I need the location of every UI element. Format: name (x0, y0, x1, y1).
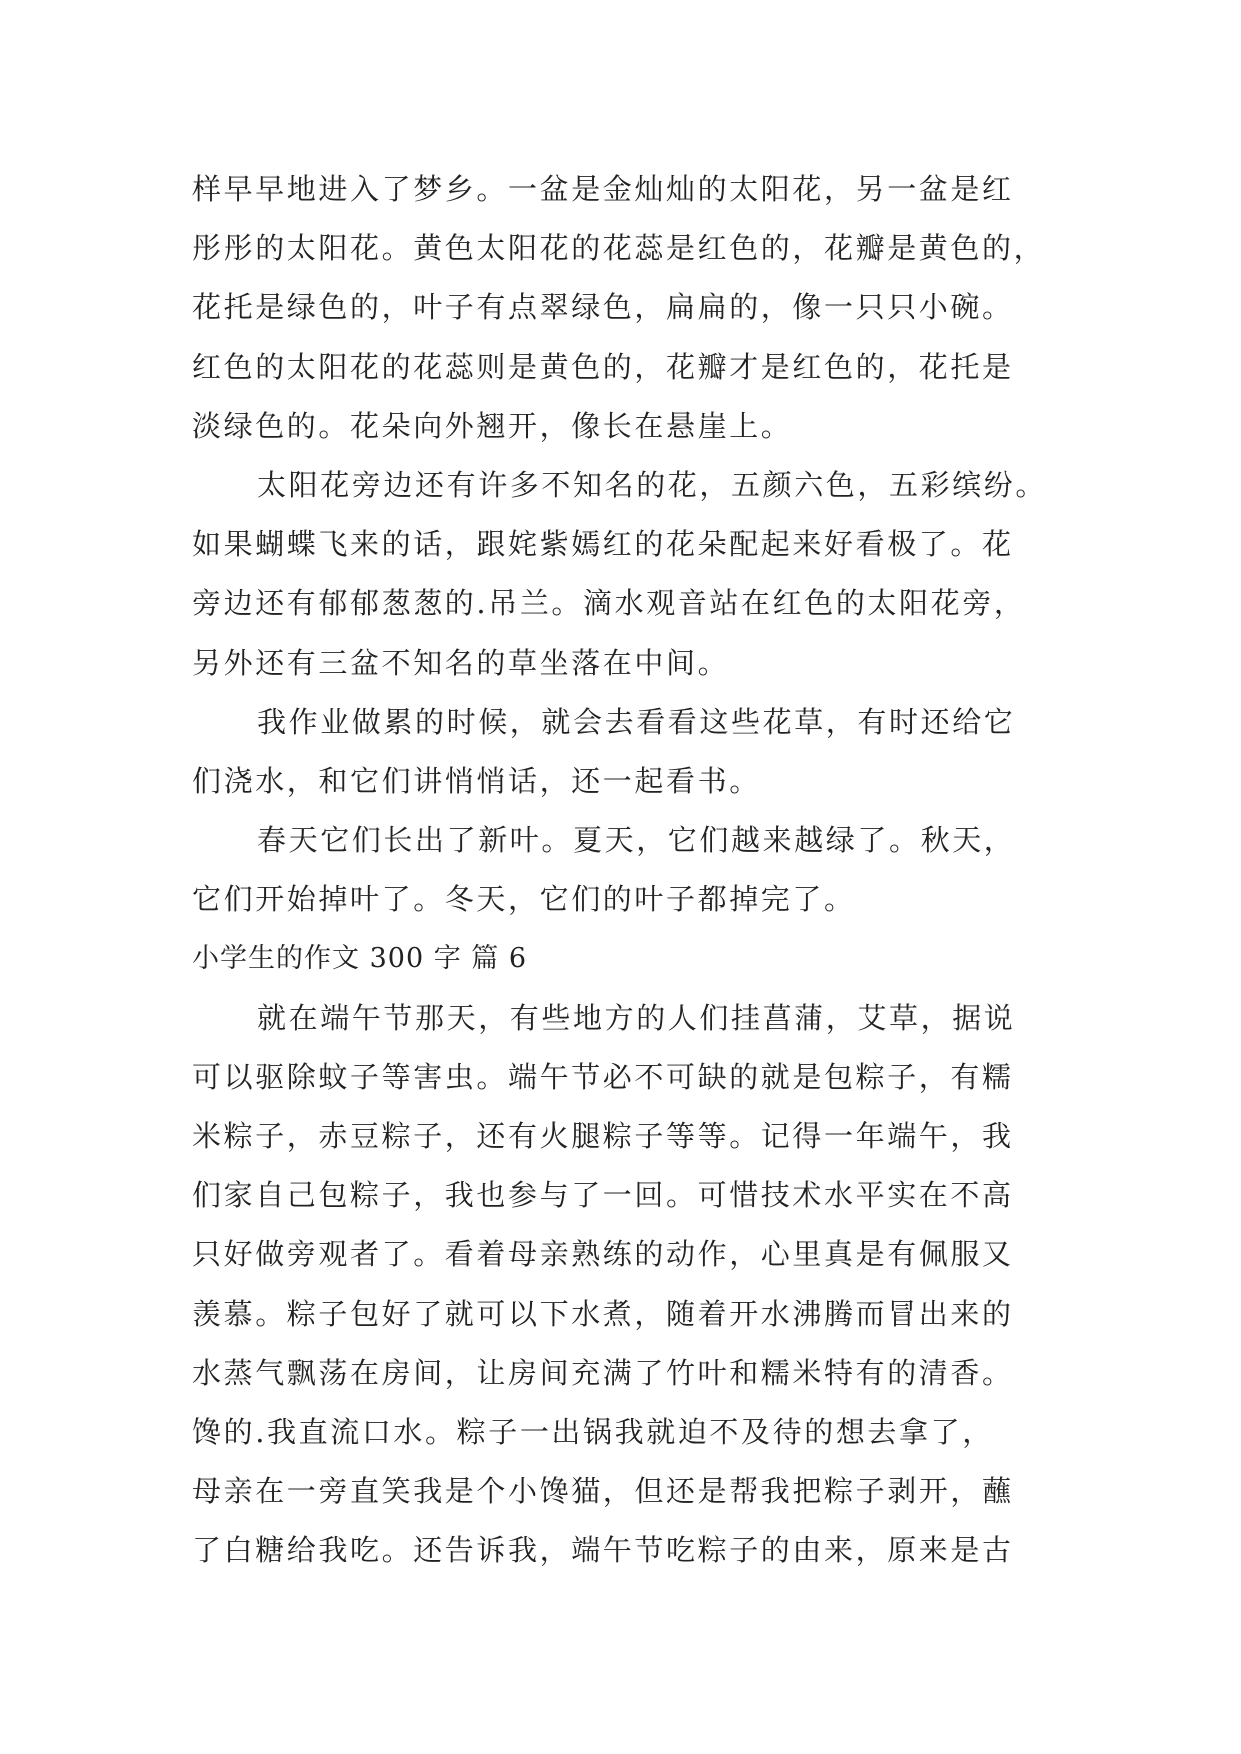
text-line: 另外还有三盆不知名的草坐落在中间。 (192, 645, 730, 680)
text-line: 可以驱除蚊子等害虫。端午节必不可缺的就是包粽子，有糯 (192, 1059, 1014, 1094)
text-line: 如果蝴蝶飞来的话，跟姹紫嫣红的花朵配起来好看极了。花 (192, 527, 1014, 562)
text-line: 就在端午节那天，有些地方的人们挂菖蒲，艾草，据说 (257, 1000, 1016, 1035)
text-line: 水蒸气飘荡在房间，让房间充满了竹叶和糯米特有的清香。 (192, 1355, 1014, 1390)
text-line: 红色的太阳花的花蕊则是黄色的，花瓣才是红色的，花托是 (192, 349, 1014, 384)
text-line: 样早早地进入了梦乡。一盆是金灿灿的太阳花，另一盆是红 (192, 172, 1014, 206)
text-line: 春天它们长出了新叶。夏天，它们越来越绿了。秋天， (257, 823, 1016, 858)
paragraph (192, 989, 1072, 1581)
text-line: 馋的.我直流口水。粽子一出锅我就迫不及待的想去拿了， (192, 1414, 994, 1449)
paragraph (192, 693, 1072, 811)
text-line: 羡慕。粽子包好了就可以下水煮，随着开水沸腾而冒出来的 (192, 1296, 1014, 1331)
text-line: 它们开始掉叶了。冬天，它们的叶子都掉完了。 (192, 882, 856, 917)
section-heading (192, 929, 1072, 988)
text-line: 淡绿色的。花朵向外翘开，像长在悬崖上。 (192, 408, 793, 443)
text-line: 母亲在一旁直笑我是个小馋猫，但还是帮我把粽子剥开，蘸 (192, 1474, 1014, 1509)
document-body (192, 160, 1072, 1581)
text-line: 只好做旁观者了。看着母亲熟练的动作，心里真是有佩服又 (192, 1237, 1014, 1272)
text-line: 花托是绿色的，叶子有点翠绿色，扁扁的，像一只只小碗。 (192, 290, 1014, 325)
text-line: 了白糖给我吃。还告诉我，端午节吃粽子的由来，原来是古 (192, 1533, 1014, 1568)
paragraph (192, 456, 1072, 693)
text-line: 们家自己包粽子，我也参与了一回。可惜技术水平实在不高 (192, 1178, 1014, 1213)
heading-text: 小学生的作文 300 字 篇 6 (192, 943, 528, 975)
text-line: 太阳花旁边还有许多不知名的花，五颜六色，五彩缤纷。 (257, 467, 1048, 502)
text-line: 们浇水，和它们讲悄悄话，还一起看书。 (192, 763, 761, 798)
text-line: 旁边还有郁郁葱葱的.吊兰。滴水观音站在红色的太阳花旁， (192, 586, 1026, 621)
text-line: 米粽子，赤豆粽子，还有火腿粽子等等。记得一年端午，我 (192, 1119, 1014, 1153)
text-line: 我作业做累的时候，就会去看看这些花草，有时还给它 (257, 704, 1016, 739)
paragraph (192, 811, 1072, 929)
paragraph (192, 160, 1072, 456)
text-line: 彤彤的太阳花。黄色太阳花的花蕊是红色的，花瓣是黄色的， (192, 231, 1046, 266)
